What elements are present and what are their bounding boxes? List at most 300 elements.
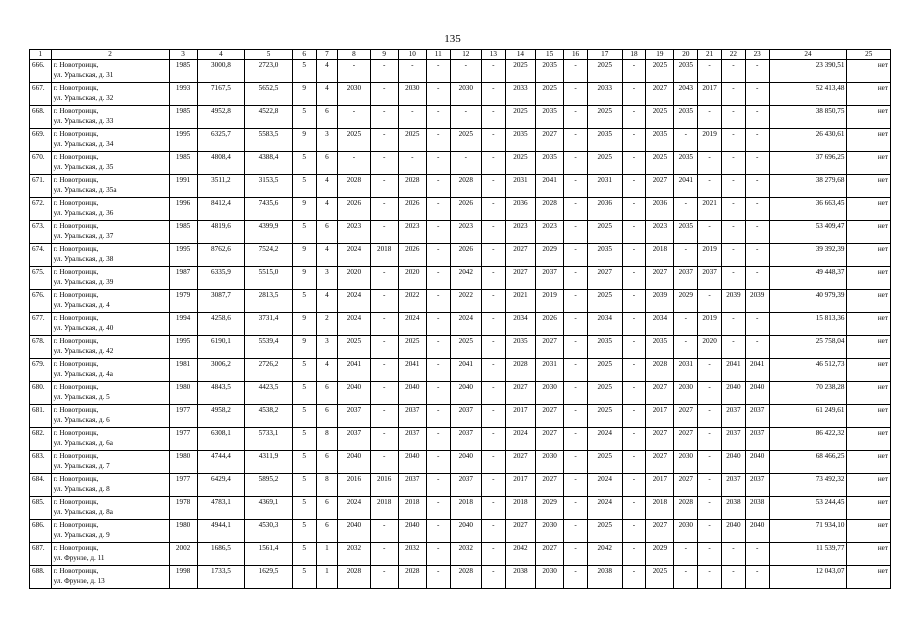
address-city: г. Новотроицк,: [53, 130, 99, 138]
repair-year-cell: -: [745, 566, 769, 589]
living-area-cell: 4311,9: [245, 451, 293, 474]
total-area-cell: 4783,1: [197, 497, 245, 520]
repair-year-cell: -: [370, 175, 398, 198]
total-area-cell: 4258,6: [197, 313, 245, 336]
repair-year-cell: -: [426, 313, 450, 336]
repair-year-cell: 2026: [536, 313, 564, 336]
table-row: [30, 336, 891, 359]
address-cell: [51, 221, 169, 244]
entrances-cell: 6: [316, 152, 338, 175]
row-number: 688.: [30, 566, 52, 589]
row-number: 667.: [30, 83, 52, 106]
address-city: г. Новотроицк,: [53, 84, 99, 92]
repair-year-cell: -: [698, 221, 722, 244]
repair-year-cell: 2025: [587, 106, 622, 129]
repair-year-cell: 2039: [646, 290, 674, 313]
repair-year-cell: 2024: [338, 244, 370, 267]
repair-year-cell: -: [698, 497, 722, 520]
repair-year-cell: 2041: [450, 359, 481, 382]
total-area-cell: 3511,2: [197, 175, 245, 198]
flag-cell: нет: [847, 290, 891, 313]
year-cell: 1977: [169, 405, 197, 428]
repair-year-cell: 2036: [505, 198, 535, 221]
cost-cell: 25 758,04: [769, 336, 847, 359]
repair-year-cell: 2026: [450, 198, 481, 221]
table-row: [30, 83, 891, 106]
address-city: г. Новотроицк,: [53, 521, 99, 529]
total-area-cell: 4952,8: [197, 106, 245, 129]
table-row: [30, 244, 891, 267]
address-street: ул. Уральская, д. 6а: [53, 438, 113, 447]
floors-cell: 5: [292, 520, 316, 543]
repair-year-cell: 2040: [450, 520, 481, 543]
repair-year-cell: -: [564, 198, 588, 221]
entrances-cell: 3: [316, 336, 338, 359]
total-area-cell: 4808,4: [197, 152, 245, 175]
repair-year-cell: 2029: [646, 543, 674, 566]
total-area-cell: 6308,1: [197, 428, 245, 451]
table-row: [30, 152, 891, 175]
total-area-cell: 4843,5: [197, 382, 245, 405]
repair-year-cell: -: [722, 83, 746, 106]
repair-year-cell: 2035: [587, 129, 622, 152]
repair-year-cell: 2037: [722, 428, 746, 451]
repair-year-cell: -: [722, 566, 746, 589]
repair-year-cell: 2032: [398, 543, 426, 566]
repair-year-cell: -: [722, 543, 746, 566]
column-header: 21: [698, 50, 722, 60]
floors-cell: 5: [292, 451, 316, 474]
repair-year-cell: -: [370, 221, 398, 244]
repair-year-cell: -: [622, 336, 646, 359]
repair-year-cell: -: [722, 313, 746, 336]
repair-year-cell: -: [698, 290, 722, 313]
living-area-cell: 5515,0: [245, 267, 293, 290]
repair-year-cell: -: [745, 60, 769, 83]
repair-year-cell: 2035: [674, 60, 698, 83]
repair-year-cell: -: [622, 405, 646, 428]
repair-year-cell: -: [622, 198, 646, 221]
address-cell: [51, 543, 169, 566]
repair-year-cell: 2028: [674, 497, 698, 520]
repair-year-cell: -: [564, 428, 588, 451]
flag-cell: нет: [847, 83, 891, 106]
column-header: 23: [745, 50, 769, 60]
repair-year-cell: 2024: [338, 497, 370, 520]
repair-year-cell: 2025: [536, 83, 564, 106]
repair-year-cell: 2023: [646, 221, 674, 244]
repair-year-cell: 2027: [646, 83, 674, 106]
repair-year-cell: 2041: [722, 359, 746, 382]
address-cell: [51, 60, 169, 83]
repair-year-cell: 2025: [587, 290, 622, 313]
flag-cell: нет: [847, 451, 891, 474]
repair-year-cell: -: [698, 382, 722, 405]
repair-year-cell: 2030: [674, 382, 698, 405]
entrances-cell: 4: [316, 175, 338, 198]
cost-cell: 86 422,32: [769, 428, 847, 451]
cost-cell: 52 413,48: [769, 83, 847, 106]
column-header: 16: [564, 50, 588, 60]
repair-year-cell: 2025: [450, 336, 481, 359]
cost-cell: 12 043,07: [769, 566, 847, 589]
column-header: 4: [197, 50, 245, 60]
repair-year-cell: 2030: [338, 83, 370, 106]
repair-year-cell: 2042: [450, 267, 481, 290]
repair-year-cell: -: [698, 106, 722, 129]
repair-year-cell: -: [745, 313, 769, 336]
repair-year-cell: -: [426, 428, 450, 451]
repair-year-cell: -: [564, 359, 588, 382]
housing-registry-table: [29, 49, 891, 589]
flag-cell: нет: [847, 313, 891, 336]
address-cell: [51, 428, 169, 451]
repair-year-cell: -: [722, 221, 746, 244]
repair-year-cell: -: [698, 152, 722, 175]
repair-year-cell: -: [426, 451, 450, 474]
repair-year-cell: 2037: [722, 405, 746, 428]
repair-year-cell: 2024: [587, 497, 622, 520]
flag-cell: нет: [847, 221, 891, 244]
repair-year-cell: -: [745, 198, 769, 221]
address-cell: [51, 290, 169, 313]
repair-year-cell: 2025: [587, 152, 622, 175]
year-cell: 1980: [169, 382, 197, 405]
repair-year-cell: 2027: [674, 428, 698, 451]
repair-year-cell: 2025: [646, 566, 674, 589]
column-header: 18: [622, 50, 646, 60]
repair-year-cell: 2037: [398, 428, 426, 451]
cost-cell: 53 409,47: [769, 221, 847, 244]
address-city: г. Новотроицк,: [53, 153, 99, 161]
address-street: ул. Уральская, д. 37: [53, 231, 114, 240]
floors-cell: 5: [292, 175, 316, 198]
entrances-cell: 8: [316, 474, 338, 497]
column-header: 6: [292, 50, 316, 60]
column-header: 2: [51, 50, 169, 60]
entrances-cell: 4: [316, 83, 338, 106]
address-cell: [51, 566, 169, 589]
repair-year-cell: 2040: [722, 520, 746, 543]
living-area-cell: 7435,6: [245, 198, 293, 221]
column-header: 12: [450, 50, 481, 60]
floors-cell: 9: [292, 83, 316, 106]
repair-year-cell: 2019: [698, 313, 722, 336]
table-row: [30, 474, 891, 497]
address-cell: [51, 451, 169, 474]
flag-cell: нет: [847, 198, 891, 221]
repair-year-cell: 2036: [646, 198, 674, 221]
repair-year-cell: -: [370, 566, 398, 589]
repair-year-cell: 2040: [450, 451, 481, 474]
repair-year-cell: 2038: [745, 497, 769, 520]
repair-year-cell: 2035: [674, 221, 698, 244]
repair-year-cell: -: [450, 106, 481, 129]
repair-year-cell: 2024: [587, 428, 622, 451]
repair-year-cell: -: [481, 566, 505, 589]
entrances-cell: 1: [316, 543, 338, 566]
address-city: г. Новотроицк,: [53, 268, 99, 276]
column-header: 7: [316, 50, 338, 60]
header-row: [30, 50, 891, 60]
repair-year-cell: -: [481, 290, 505, 313]
repair-year-cell: -: [564, 267, 588, 290]
repair-year-cell: 2043: [674, 83, 698, 106]
repair-year-cell: 2035: [674, 106, 698, 129]
repair-year-cell: -: [426, 405, 450, 428]
repair-year-cell: -: [481, 83, 505, 106]
total-area-cell: 3087,7: [197, 290, 245, 313]
address-street: ул. Уральская, д. 6: [53, 415, 110, 424]
repair-year-cell: -: [481, 106, 505, 129]
repair-year-cell: 2028: [398, 566, 426, 589]
repair-year-cell: 2018: [398, 497, 426, 520]
repair-year-cell: 2027: [646, 428, 674, 451]
address-cell: [51, 244, 169, 267]
repair-year-cell: -: [426, 152, 450, 175]
repair-year-cell: 2037: [398, 474, 426, 497]
repair-year-cell: -: [398, 106, 426, 129]
column-header: 11: [426, 50, 450, 60]
repair-year-cell: 2026: [450, 244, 481, 267]
floors-cell: 5: [292, 60, 316, 83]
entrances-cell: 4: [316, 60, 338, 83]
row-number: 672.: [30, 198, 52, 221]
column-header: 5: [245, 50, 293, 60]
row-number: 677.: [30, 313, 52, 336]
column-header: 10: [398, 50, 426, 60]
repair-year-cell: -: [622, 129, 646, 152]
row-number: 686.: [30, 520, 52, 543]
address-street: ул. Уральская, д. 35а: [53, 185, 117, 194]
repair-year-cell: -: [426, 106, 450, 129]
repair-year-cell: -: [426, 60, 450, 83]
address-street: ул. Уральская, д. 4а: [53, 369, 113, 378]
repair-year-cell: -: [722, 60, 746, 83]
total-area-cell: 3006,2: [197, 359, 245, 382]
repair-year-cell: -: [745, 336, 769, 359]
repair-year-cell: 2037: [674, 267, 698, 290]
repair-year-cell: 2028: [338, 566, 370, 589]
repair-year-cell: 2021: [698, 198, 722, 221]
repair-year-cell: -: [622, 451, 646, 474]
address-cell: [51, 129, 169, 152]
repair-year-cell: -: [745, 83, 769, 106]
total-area-cell: 6325,7: [197, 129, 245, 152]
address-city: г. Новотроицк,: [53, 176, 99, 184]
living-area-cell: 4538,2: [245, 405, 293, 428]
repair-year-cell: 2023: [536, 221, 564, 244]
repair-year-cell: 2027: [505, 382, 535, 405]
year-cell: 1985: [169, 221, 197, 244]
total-area-cell: 4744,4: [197, 451, 245, 474]
floors-cell: 5: [292, 405, 316, 428]
repair-year-cell: -: [426, 497, 450, 520]
floors-cell: 9: [292, 267, 316, 290]
address-street: ул. Фрунзе, д. 11: [53, 553, 105, 562]
table-row: [30, 290, 891, 313]
repair-year-cell: -: [370, 520, 398, 543]
repair-year-cell: -: [622, 359, 646, 382]
living-area-cell: 2813,5: [245, 290, 293, 313]
address-street: ул. Уральская, д. 5: [53, 392, 110, 401]
total-area-cell: 4819,6: [197, 221, 245, 244]
total-area-cell: 6429,4: [197, 474, 245, 497]
repair-year-cell: 2025: [587, 405, 622, 428]
repair-year-cell: 2037: [450, 474, 481, 497]
repair-year-cell: 2027: [587, 267, 622, 290]
address-city: г. Новотроицк,: [53, 360, 99, 368]
column-header: 1: [30, 50, 52, 60]
total-area-cell: 6335,9: [197, 267, 245, 290]
repair-year-cell: -: [398, 60, 426, 83]
entrances-cell: 8: [316, 428, 338, 451]
repair-year-cell: -: [622, 244, 646, 267]
row-number: 678.: [30, 336, 52, 359]
repair-year-cell: 2033: [587, 83, 622, 106]
repair-year-cell: -: [426, 290, 450, 313]
repair-year-cell: 2027: [536, 474, 564, 497]
repair-year-cell: 2035: [505, 336, 535, 359]
repair-year-cell: -: [698, 543, 722, 566]
repair-year-cell: -: [481, 428, 505, 451]
living-area-cell: 4423,5: [245, 382, 293, 405]
repair-year-cell: 2020: [398, 267, 426, 290]
repair-year-cell: 2028: [398, 175, 426, 198]
address-street: ул. Уральская, д. 9: [53, 530, 110, 539]
entrances-cell: 4: [316, 359, 338, 382]
repair-year-cell: 2041: [674, 175, 698, 198]
repair-year-cell: -: [370, 290, 398, 313]
repair-year-cell: -: [426, 520, 450, 543]
repair-year-cell: 2035: [646, 129, 674, 152]
column-header: 14: [505, 50, 535, 60]
repair-year-cell: -: [745, 106, 769, 129]
cost-cell: 38 279,68: [769, 175, 847, 198]
floors-cell: 5: [292, 497, 316, 520]
year-cell: 1995: [169, 336, 197, 359]
flag-cell: нет: [847, 566, 891, 589]
repair-year-cell: -: [564, 474, 588, 497]
repair-year-cell: -: [564, 382, 588, 405]
table-row: [30, 520, 891, 543]
year-cell: 1993: [169, 83, 197, 106]
repair-year-cell: 2018: [370, 244, 398, 267]
repair-year-cell: 2020: [698, 336, 722, 359]
repair-year-cell: 2024: [505, 428, 535, 451]
flag-cell: нет: [847, 382, 891, 405]
repair-year-cell: 2025: [505, 106, 535, 129]
living-area-cell: 5733,1: [245, 428, 293, 451]
repair-year-cell: -: [481, 497, 505, 520]
repair-year-cell: 2017: [698, 83, 722, 106]
living-area-cell: 4369,1: [245, 497, 293, 520]
living-area-cell: 5539,4: [245, 336, 293, 359]
cost-cell: 23 390,51: [769, 60, 847, 83]
repair-year-cell: -: [481, 451, 505, 474]
repair-year-cell: -: [338, 152, 370, 175]
repair-year-cell: 2040: [722, 382, 746, 405]
repair-year-cell: 2025: [505, 152, 535, 175]
repair-year-cell: -: [481, 336, 505, 359]
address-cell: [51, 175, 169, 198]
repair-year-cell: 2035: [587, 244, 622, 267]
repair-year-cell: 2025: [646, 152, 674, 175]
year-cell: 1985: [169, 106, 197, 129]
repair-year-cell: -: [698, 451, 722, 474]
floors-cell: 5: [292, 152, 316, 175]
floors-cell: 5: [292, 290, 316, 313]
address-cell: [51, 313, 169, 336]
address-city: г. Новотроицк,: [53, 567, 99, 575]
living-area-cell: 3731,4: [245, 313, 293, 336]
repair-year-cell: 2030: [674, 520, 698, 543]
repair-year-cell: 2020: [338, 267, 370, 290]
table-row: [30, 313, 891, 336]
repair-year-cell: 2027: [505, 520, 535, 543]
repair-year-cell: 2042: [505, 543, 535, 566]
address-street: ул. Уральская, д. 34: [53, 139, 114, 148]
repair-year-cell: 2030: [536, 520, 564, 543]
repair-year-cell: 2037: [745, 405, 769, 428]
repair-year-cell: -: [698, 566, 722, 589]
entrances-cell: 4: [316, 290, 338, 313]
repair-year-cell: -: [450, 60, 481, 83]
repair-year-cell: 2031: [587, 175, 622, 198]
address-city: г. Новотроицк,: [53, 291, 99, 299]
row-number: 666.: [30, 60, 52, 83]
address-city: г. Новотроицк,: [53, 452, 99, 460]
year-cell: 1980: [169, 520, 197, 543]
year-cell: 1980: [169, 451, 197, 474]
repair-year-cell: 2039: [745, 290, 769, 313]
address-city: г. Новотроицк,: [53, 544, 99, 552]
address-street: ул. Уральская, д. 31: [53, 70, 114, 79]
repair-year-cell: 2018: [646, 497, 674, 520]
repair-year-cell: -: [745, 543, 769, 566]
repair-year-cell: -: [745, 175, 769, 198]
repair-year-cell: 2018: [450, 497, 481, 520]
repair-year-cell: 2029: [674, 290, 698, 313]
row-number: 681.: [30, 405, 52, 428]
repair-year-cell: -: [745, 267, 769, 290]
repair-year-cell: -: [370, 336, 398, 359]
repair-year-cell: -: [622, 267, 646, 290]
repair-year-cell: -: [674, 566, 698, 589]
column-header: 8: [338, 50, 370, 60]
flag-cell: нет: [847, 175, 891, 198]
repair-year-cell: -: [481, 359, 505, 382]
repair-year-cell: 2016: [370, 474, 398, 497]
repair-year-cell: -: [722, 336, 746, 359]
repair-year-cell: 2041: [745, 359, 769, 382]
repair-year-cell: -: [481, 175, 505, 198]
address-cell: [51, 336, 169, 359]
repair-year-cell: -: [370, 359, 398, 382]
floors-cell: 5: [292, 543, 316, 566]
address-cell: [51, 83, 169, 106]
cost-cell: 15 813,36: [769, 313, 847, 336]
address-street: ул. Уральская, д. 39: [53, 277, 114, 286]
entrances-cell: 6: [316, 497, 338, 520]
repair-year-cell: 2017: [505, 405, 535, 428]
table-row: [30, 221, 891, 244]
living-area-cell: 1629,5: [245, 566, 293, 589]
repair-year-cell: -: [481, 313, 505, 336]
table-row: [30, 543, 891, 566]
repair-year-cell: 2034: [505, 313, 535, 336]
row-number: 687.: [30, 543, 52, 566]
